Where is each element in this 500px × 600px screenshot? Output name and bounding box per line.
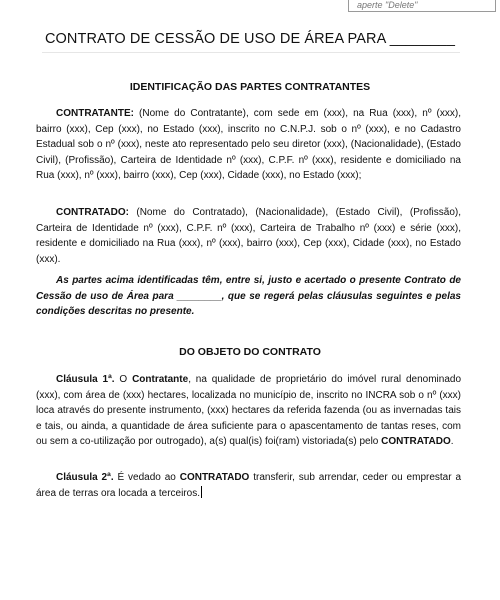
clausula-1-end: . xyxy=(450,436,454,448)
clausula-2-label: Cláusula 2ª. xyxy=(56,472,114,483)
clausula-1-paragraph[interactable] xyxy=(36,372,461,450)
section-heading-object: DO OBJETO DO CONTRATO xyxy=(179,346,321,358)
clausula-1-party2: CONTRATADO xyxy=(381,436,451,448)
contratante-paragraph[interactable] xyxy=(36,106,461,184)
delete-hint-box xyxy=(348,0,496,12)
clausula-2-text: transferir, sub arrendar, ceder ou emprestar a área de terras ora locada a terceiros. xyxy=(36,472,462,499)
contratado-paragraph[interactable] xyxy=(36,205,461,267)
clausula-2-paragraph[interactable] xyxy=(36,470,461,501)
text-cursor xyxy=(201,486,202,498)
clausula-1-party: Contratante xyxy=(132,374,189,385)
contratante-label: CONTRATANTE: xyxy=(56,108,134,119)
contratado-text: (Nome do Contratado), (Nacionalidade), (Estado Civil), (Profissão), Carteira de Identidade nº (xxx), C.P.F. nº (xxx), Carteira de Trabalho nº (xxx) e série (xxx), residente e domiciliado na Rua (xxx), nº (xxx), bairro (xxx), Cep (xxx), Cidade (xxx), no Estado (xxx). xyxy=(36,207,461,265)
delete-hint-text: aperte "Delete" xyxy=(357,0,418,10)
contratado-label: CONTRATADO: xyxy=(56,207,129,218)
clausula-2-pre: É vedado ao xyxy=(113,472,180,483)
clausula-2-party: CONTRATADO xyxy=(179,472,250,483)
agreement-paragraph[interactable]: As partes acima identificadas têm, entre si, justo e acertado o presente Contrato de Cessão de uso de Área para ________, que se regerá pelas cláusulas seguintes e pelas condições descritas no presente. xyxy=(36,275,461,318)
section-heading-parties: IDENTIFICAÇÃO DAS PARTES CONTRATANTES xyxy=(129,81,371,93)
contratante-text: (Nome do Contratante), com sede em (xxx), na Rua (xxx), nº (xxx), bairro (xxx), Cep (xxx), no Estado (xxx), inscrito no C.N.P.J. sob o nº (xxx), e no Cadastro Estadual sob o nº (xxx), neste ato representado pelo seu diretor (xxx), (Nacionalidade), (Estado Civil), (Profissão), Carteira de Identidade nº (xxx), C.P.F. nº (xxx), residente e domiciliado na Rua (xxx), nº (xxx), bairro (xxx), Cep (xxx), Cidade (xxx), no Estado (xxx); xyxy=(36,108,461,182)
clausula-1-pre: O xyxy=(114,374,133,385)
clausula-1-text: , na qualidade de proprietário do imóvel rural denominado (xxx), com área de (xxx) hectares, localizada no município de, inscrito no INCRA sob o nº (xxx) loca através do presente instrumento, (xxx) hectares da referida fazenda (ou as invernadas tais e tais, ou ainda, a quantidade de área suficiente para o apascentamento de tantas reses, com ou sem a co-utilização por outrogado), a(s) qual(is) foi(ram) vistoriada(s) pelo xyxy=(36,374,462,448)
clausula-1-label: Cláusula 1ª. xyxy=(56,374,115,385)
title-divider xyxy=(42,52,460,53)
document-title: CONTRATO DE CESSÃO DE USO DE ÁREA PARA ________ xyxy=(44,31,456,47)
